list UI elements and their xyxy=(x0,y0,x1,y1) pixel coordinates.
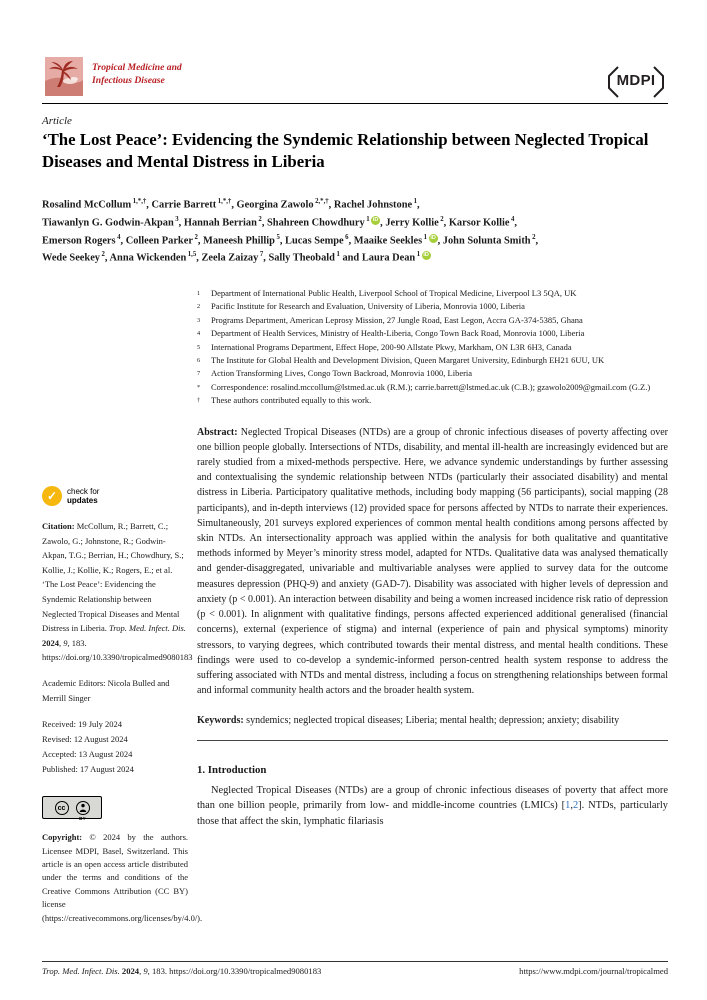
author-affil-superscript: 1,*,† xyxy=(132,198,147,205)
author-affil-superscript: 1 xyxy=(336,251,340,259)
affiliation-marker: 7 xyxy=(197,370,201,378)
update-badge-label xyxy=(67,487,99,505)
affiliation-marker: † xyxy=(197,397,201,405)
author-affil-superscript: 5 xyxy=(276,233,280,241)
affiliation-row xyxy=(197,381,668,394)
author-line: Wede Seekey $^2$, Anna Wickenden $^{1,5}$, Zeela Zaizay $^7$, Sally Theobald $^1$ and Laura Dean $^1$ iD xyxy=(42,251,429,264)
affiliation-row xyxy=(197,327,668,340)
author-line: Rosalind McCollum $^{1,*,\dagger}$, Carrie Barrett $^{1,*,\dagger}$, Georgina Zawolo $^{2,*,\dagger}$, Rachel Johnstone $^1$, xyxy=(42,198,420,211)
footer-rule xyxy=(42,961,668,962)
check-icon: ✓ xyxy=(42,486,62,506)
affiliation-row xyxy=(197,287,668,300)
journal-logo xyxy=(45,57,83,96)
authors-block xyxy=(42,195,672,266)
orcid-icon[interactable]: iD xyxy=(423,252,429,259)
header-rule xyxy=(42,103,668,104)
author-affil-superscript: 2 xyxy=(194,233,198,241)
orcid-icon[interactable]: iD xyxy=(372,216,379,223)
email-link[interactable]: gzawolo2009@gmail.com xyxy=(537,381,627,392)
journal-name xyxy=(92,62,182,87)
affiliation-text: Action Transforming Lives, Congo Town Backroad, Monrovia 1000, Liberia xyxy=(211,368,473,379)
copyright-block xyxy=(42,831,203,925)
author-affil-superscript: 1 xyxy=(423,233,428,241)
author-affil-superscript: 4 xyxy=(511,215,515,223)
check-for-updates-badge[interactable] xyxy=(42,486,188,506)
affiliation-text: Department of International Public Health, Liverpool School of Tropical Medicine, Liverpool L3 5QA, UK xyxy=(211,288,577,298)
copyright-label: Copyright: xyxy=(42,832,90,843)
affiliation-marker: 5 xyxy=(197,343,201,351)
by-label: BY xyxy=(79,815,86,821)
author-affil-superscript: 3 xyxy=(175,215,179,223)
update-badge-line1: check for xyxy=(67,487,100,496)
dates-block xyxy=(42,717,188,777)
abstract-label: Abstract: xyxy=(197,426,238,438)
author-line: Emerson Rogers $^4$, Colleen Parker $^2$, Maneesh Phillip $^5$, Lucas Sempe $^6$, Maaike Seekles $^1$ iD , John Solunta Smith $^2$, xyxy=(42,233,539,246)
citation-block xyxy=(42,519,193,665)
keywords xyxy=(197,713,668,728)
author-affil-superscript: 4 xyxy=(117,233,121,241)
author-line: Tiawanlyn G. Godwin-Akpan $^3$, Hannah Berrian $^2$, Shahreen Chowdhury $^1$ iD , Jerry Kollie $^2$, Karsor Kollie $^4$, xyxy=(42,215,518,229)
author-affil-superscript: 6 xyxy=(345,233,349,241)
affiliation-row xyxy=(197,394,668,407)
date-row: Accepted: 13 August 2024 xyxy=(42,749,133,760)
affiliation-text: International Programs Department, Effect Hope, 200-90 Allstate Pkwy, Markham, ON L3R 6H3, Canada xyxy=(211,341,572,352)
intro-paragraph: Neglected Tropical Diseases (NTDs) are a group of chronic infectious diseases of poverty that affect more than one billion people, primarily from low- and middle-income countries (LMICs) [1,2]. NTDs, particularly those that affect the skin, lymphatic filariasis xyxy=(197,785,668,827)
footer-journal-url[interactable]: https://www.mdpi.com/journal/tropicalmed xyxy=(519,966,668,976)
page-title: ‘The Lost Peace’: Evidencing the Syndemic Relationship between Neglected Tropical Diseases and Mental Distress in Liberia xyxy=(42,130,649,171)
keywords-text: syndemics; neglected tropical diseases; Liberia; mental health; depression; anxiety; disability xyxy=(243,715,620,727)
author-affil-superscript: 2 xyxy=(258,215,262,223)
email-link[interactable]: carrie.barrett@lstmed.ac.uk xyxy=(414,381,510,392)
date-row: Received: 19 July 2024 xyxy=(42,719,123,730)
reference-link[interactable]: 2 xyxy=(572,800,579,812)
affiliation-row xyxy=(197,300,668,313)
abstract xyxy=(197,425,668,699)
affiliation-row xyxy=(197,354,668,367)
abstract-text: Neglected Tropical Diseases (NTDs) are a group of chronic infectious diseases of poverty affecting over one billion people globally. Intersections of NTDs, disability, and mental ill-health are increasingly evidenced but are rarely studied from a mixed-methods perspective. Here, we advance syndemic understandings by further assessing and contextualising the syndemic relationship between NTDs (particularly their associated disability) and mental distress in Liberia. Participatory qualitative methods, including body mapping (56 participants), social mapping (28 participants), and in-depth interviews (12) provided space for persons affected by NTDs to narrate their experiences. Simultaneously, 201 surveys explored experiences of common mental health conditions among persons affected by skin NTDs. An intersectionality approach was applied within the analysis for both qualitative and quantitative methods informed by Meyer’s minority stress model, adapted for NTDs. Qualitative data was analysed thematically and gender-disaggregated, univariable and multivariable analyses were applied to survey data for the outcome measures depression (PHQ-9) and anxiety (GAD-7). Disability was associated with higher levels of depression and anxiety (p < 0.001). An interaction between disability and being a women increased incidence risk ratio of depression (p < 0.001). In alignment with qualitative findings, persons affected experienced additional generalised (financial concerns), external (experience of stigma) and internal (experience of pain and physical symptoms) minority stressors, to varying degrees, which contributed towards their mental distress, and mental health conditions. These findings were used to co-develop a syndemic-informed person-centred health system response to address the suffering associated with NTDs and mental distress, including a focus on strengthening relationships between formal and informal community health actors and the broader health system. xyxy=(197,426,668,697)
affiliation-marker: 4 xyxy=(197,330,201,338)
author-affil-superscript: 2 xyxy=(440,215,444,223)
cc-icon: cc xyxy=(55,801,69,815)
reference-link[interactable]: 1 xyxy=(565,800,571,812)
affiliation-marker: 1 xyxy=(197,290,201,297)
affiliation-marker: 2 xyxy=(197,303,201,311)
affiliation-text: The Institute for Global Health and Development Division, Queen Margaret University, Edinburgh EH21 6UU, UK xyxy=(211,355,605,366)
palm-tree-icon xyxy=(45,57,83,96)
author-affil-superscript: 1 xyxy=(366,215,370,223)
affiliation-marker: * xyxy=(197,383,201,391)
author-affil-superscript: 2 xyxy=(532,233,536,241)
author-affil-superscript: 1,5 xyxy=(187,251,197,259)
mdpi-logo xyxy=(605,64,667,100)
update-badge-line2: updates xyxy=(67,496,98,505)
journal-name-line1: Tropical Medicine and xyxy=(92,62,182,73)
author-affil-superscript: 1,*,† xyxy=(217,198,232,205)
affiliation-marker: 6 xyxy=(197,357,201,365)
affiliation-row xyxy=(197,341,668,354)
main-column xyxy=(197,287,668,829)
affiliation-row xyxy=(197,367,668,380)
sidebar xyxy=(42,486,203,925)
copyright-text: © 2024 by the authors. Licensee MDPI, Basel, Switzerland. This article is an open access article distributed under the terms and conditions of the Creative Commons Attribution (CC BY) license (https://creativecommons.org/licenses/by/4.0/). xyxy=(42,832,203,923)
mdpi-wordmark: MDPI xyxy=(616,72,656,89)
doi-link[interactable]: https://doi.org/10.3390/tropicalmed9080183 xyxy=(42,652,193,663)
citation-label: Citation: xyxy=(42,521,77,531)
date-row: Revised: 12 August 2024 xyxy=(42,734,128,745)
affiliation-text: Programs Department, American Leprosy Mission, 27 Jungle Road, East Legon, Accra GA-374-5385, Ghana xyxy=(211,314,583,325)
author-affil-superscript: 2 xyxy=(101,251,105,259)
citation-text: McCollum, R.; Barrett, C.; Zawolo, G.; Johnstone, R.; Godwin-Akpan, T.G.; Berrian, H.; Chowdhury, S.; Kollie, J.; Kollie, K.; Rogers, E.; et al. ‘The Lost Peace’: Evidencing the Syndemic Relationship between Neglected Tropical Diseases and Mental Distress in Liberia. Trop. Med. Infect. Dis. 2024, 9, 183. https://doi.org/10.3390/tropicalmed9080183 xyxy=(42,521,193,663)
date-row: Published: 17 August 2024 xyxy=(42,764,134,775)
keywords-rule xyxy=(197,740,668,741)
affiliation-text: Department of Health Services, Ministry of Health-Liberia, Congo Town Back Road, Monrovia 1000, Liberia xyxy=(211,328,585,339)
affiliation-text: Pacific Institute for Research and Evaluation, University of Liberia, Monrovia 1000, Liberia xyxy=(211,301,525,312)
affiliation-row xyxy=(197,314,668,327)
cc-license-badge[interactable] xyxy=(42,796,102,819)
footer-citation: Trop. Med. Infect. Dis. 2024, 9, 183. https://doi.org/10.3390/tropicalmed9080183 xyxy=(42,966,322,976)
affiliation-text: These authors contributed equally to this work. xyxy=(211,395,372,406)
journal-name-line2: Infectious Disease xyxy=(92,74,165,86)
affiliation-text: Correspondence: rosalind.mccollum@lstmed.ac.uk (R.M.); carrie.barrett@lstmed.ac.uk (C.B.); gzawolo2009@gmail.com (G.Z.) xyxy=(211,381,651,392)
section-heading-introduction: 1. Introduction xyxy=(197,764,267,777)
attribution-person-icon xyxy=(76,801,90,821)
affiliation-marker: 3 xyxy=(197,316,201,324)
affiliations-list xyxy=(197,287,668,408)
author-affil-superscript: 1 xyxy=(416,251,421,259)
academic-editors: Academic Editors: Nicola Bulled and Merrill Singer xyxy=(42,677,170,703)
doi-link[interactable]: https://doi.org/10.3390/tropicalmed9080183 xyxy=(169,966,322,976)
author-affil-superscript: 2,*,† xyxy=(315,198,329,205)
email-link[interactable]: rosalind.mccollum@lstmed.ac.uk xyxy=(270,381,386,392)
author-affil-superscript: 7 xyxy=(259,251,264,259)
orcid-icon[interactable]: iD xyxy=(430,234,436,241)
article-type-label: Article xyxy=(42,115,72,127)
author-affil-superscript: 1 xyxy=(413,198,418,205)
keywords-label: Keywords: xyxy=(197,715,244,727)
